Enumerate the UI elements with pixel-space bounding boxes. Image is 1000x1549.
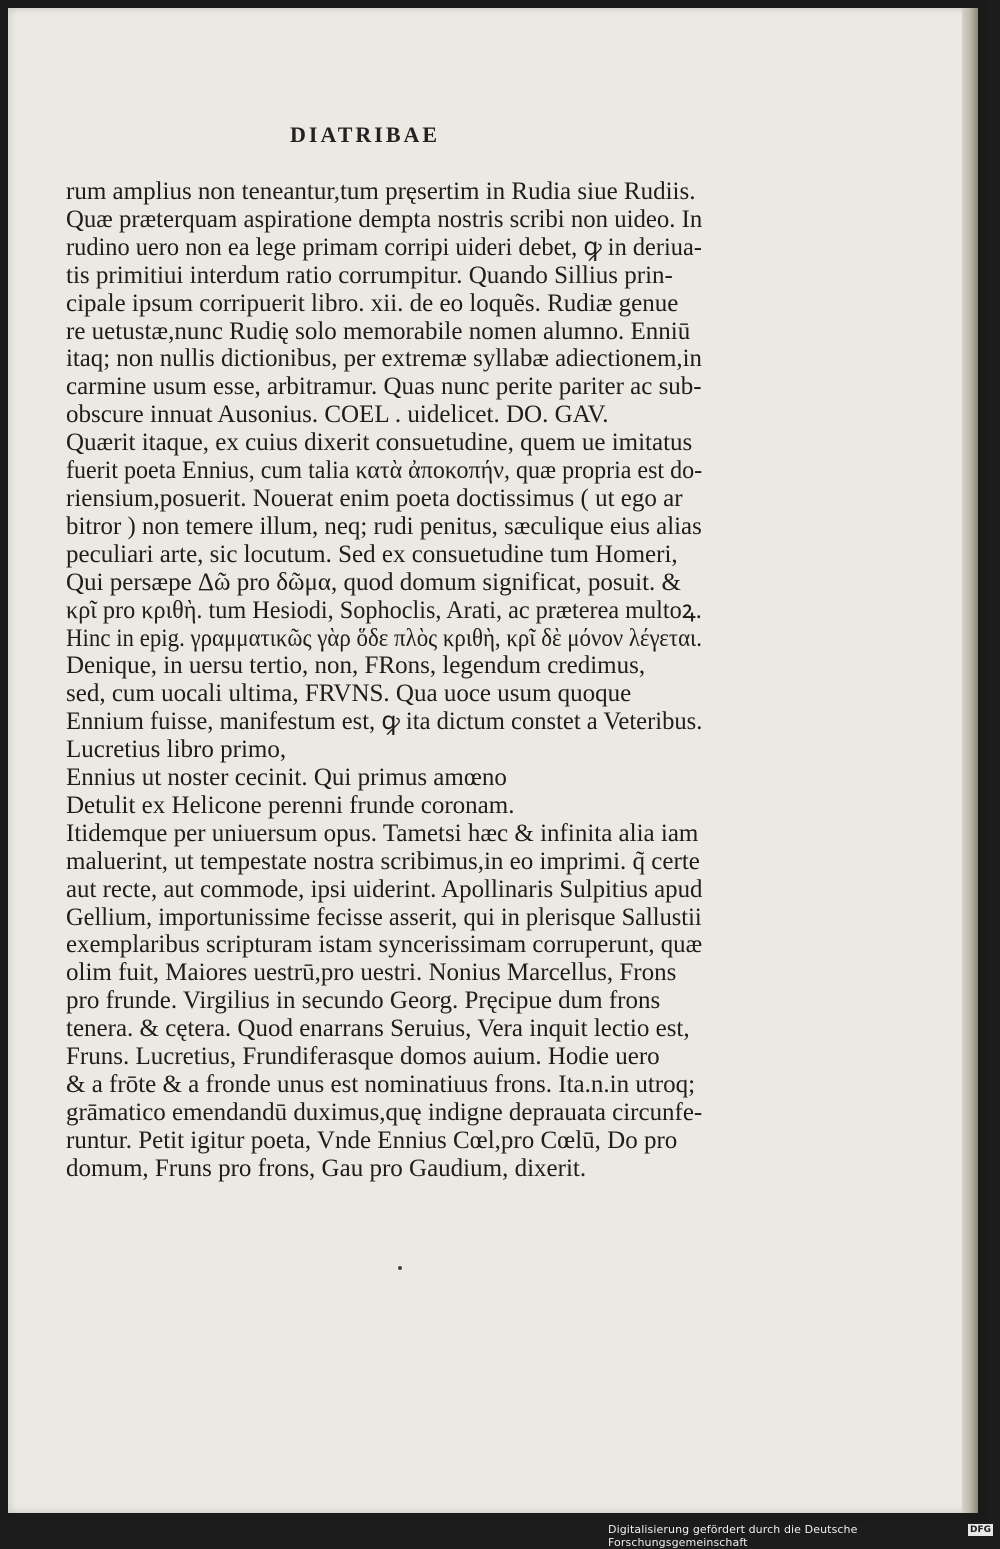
text-line: peculiari arte, sic locutum. Sed ex consuetudine tum Homeri, [66, 540, 678, 568]
text-line: obscure innuat Ausonius. COEL . uidelicet. DO. GAV. [66, 401, 609, 429]
text-line: aut recte, aut commode, ipsi uiderint. Apollinaris Sulpitius apud [66, 875, 703, 903]
text-line: itaq; non nullis dictionibus, per extremæ syllabæ adiectionem,in [66, 345, 702, 373]
text-line: riensium,posuerit. Nouerat enim poeta doctissimus ( ut ego ar [66, 484, 683, 512]
text-line: domum, Fruns pro frons, Gau pro Gaudium, dixerit. [66, 1154, 587, 1182]
text-line: bitror ) non temere illum, neq; rudi penitus, sæculique eius alias [66, 512, 702, 540]
digitization-credit: Digitalisierung gefördert durch die Deutsche Forschungsgemeinschaft [608, 1523, 858, 1549]
text-line: Denique, in uersu tertio, non, FRons, legendum credimus, [66, 652, 646, 680]
text-line: carmine usum esse, arbitramur. Quas nunc perite pariter ac sub- [66, 373, 702, 401]
running-head: DIATRIBAE [290, 122, 441, 147]
text-line: Lucretius libro primo, [66, 736, 287, 764]
text-line: Gellium, importunissime fecisse asserit, qui in plerisque Sallustii [66, 903, 702, 931]
dfg-logo: DFG [970, 1525, 992, 1535]
text-line: pro frunde. Virgilius in secundo Georg. Pręcipue dum frons [66, 987, 661, 1015]
text-line: olim fuit, Maiores uestrū,pro uestri. Nonius Marcellus, Frons [66, 959, 677, 987]
text-line: rum amplius non teneantur,tum pręsertim in Rudia siue Rudiis. [66, 178, 696, 205]
text-line: Quærit itaque, ex cuius dixerit consuetudine, quem ue imitatus [66, 429, 693, 457]
text-line: Qui persæpe Δῶ pro δῶμα, quod domum significat, posuit. & [66, 568, 682, 596]
text-line: cipale ipsum corripuerit libro. xii. de eo loquẽs. Rudiæ genue [66, 289, 679, 317]
text-line: runtur. Petit igitur poeta, Vnde Ennius Cœl,pro Cœlū, Do pro [66, 1126, 678, 1154]
ink-speck [398, 1266, 402, 1270]
text-line: Hinc in epig. γραμματικῶς γὰρ ὅδε πλὸς κριθὴ, κρῖ δὲ μόνον λέγεται. [66, 624, 702, 652]
body-text [66, 178, 702, 1183]
page-edge-shadow [962, 8, 978, 1513]
text-line: Fruns. Lucretius, Frundiferasque domos auium. Hodie uero [66, 1043, 660, 1071]
text-line: sed, cum uocali ultima, FRVNS. Qua uoce usum quoque [66, 680, 632, 708]
text-line: Detulit ex Helicone perenni frunde coronam. [66, 791, 515, 819]
text-line: κρῖ pro κριθὴ. tum Hesiodi, Sophoclis, Arati, ac præterea multoꝝ. [66, 596, 702, 624]
text-line: exemplaribus scripturam istam syncerissimam corruperunt, quæ [66, 931, 703, 959]
text-line: tis primitiui interdum ratio corrumpitur. Quando Sillius prin- [66, 261, 673, 289]
text-line: grāmatico emendandū duximus,quę indigne deprauata circunfe- [66, 1098, 703, 1126]
text-line: Quæ præterquam aspiratione dempta nostris scribi non uideo. In [66, 205, 703, 233]
text-line: fuerit poeta Ennius, cum talia κατὰ ἀποκοπήν, quæ propria est do- [66, 457, 703, 485]
text-line: Ennium fuisse, manifestum est, ꝙ ita dictum constet a Veteribus. [66, 708, 703, 736]
text-line: Itidemque per uniuersum opus. Tametsi hæc & infinita alia iam [66, 819, 699, 847]
text-line: re uetustæ,nunc Rudię solo memorabile nomen alumno. Enniū [66, 317, 691, 345]
text-line: maluerint, ut tempestate nostra scribimus,in eo imprimi. q̃ certe [66, 847, 700, 875]
text-line: & a frōte & a fronde unus est nominatiuus frons. Ita.n.in utroq; [66, 1071, 696, 1098]
text-line: rudino uero non ea lege primam corripi uideri debet, ꝙ in deriua- [66, 233, 702, 261]
text-line: Ennius ut noster cecinit. Qui primus amœno [66, 764, 507, 792]
text-line: tenera. & cętera. Quod enarrans Seruius, Vera inquit lectio est, [66, 1015, 690, 1043]
